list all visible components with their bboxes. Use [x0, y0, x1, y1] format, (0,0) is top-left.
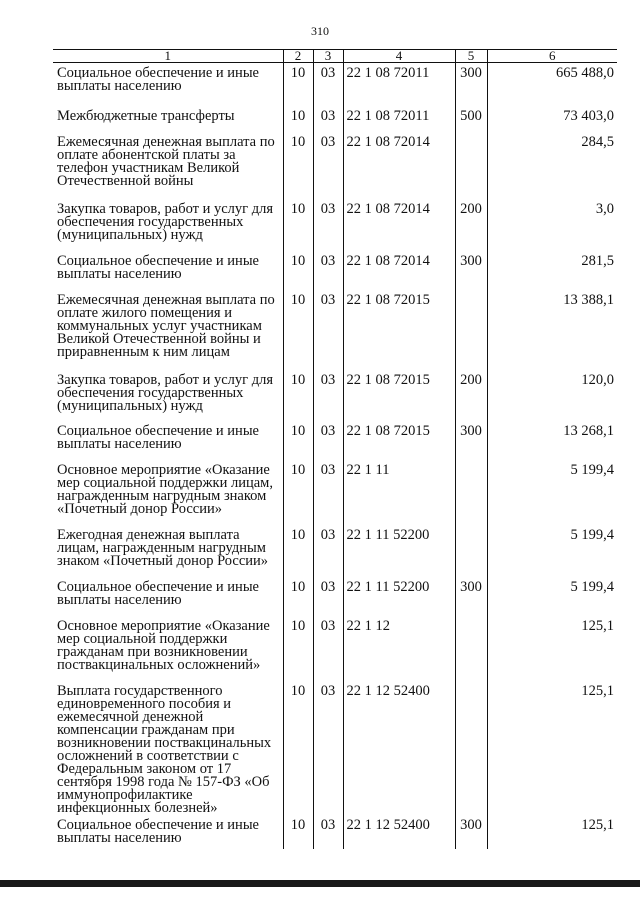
column-header-amount: 6 — [487, 50, 617, 63]
row-target: 22 1 11 52200 — [343, 577, 455, 616]
row-target: 22 1 12 52400 — [343, 681, 455, 815]
row-amount: 13 388,1 — [487, 290, 617, 370]
row-amount: 284,5 — [487, 132, 617, 199]
table-row — [53, 290, 617, 370]
row-name: Выплата государственного единовременного пособия и ежемесячной денежной компенсации гражданам при возникновении поствакцинальных осложнений в соответствии с Федеральным законом от 17 сентября 1998 года № 157-ФЗ «Об иммунопрофилактике инфекционных болезней» — [57, 682, 272, 816]
row-section: 10 — [283, 577, 313, 616]
table-row — [53, 681, 617, 815]
table-row — [53, 616, 617, 681]
column-header-target: 4 — [343, 50, 455, 63]
row-subsection: 03 — [313, 106, 343, 132]
row-amount: 125,1 — [487, 681, 617, 815]
row-subsection: 03 — [313, 577, 343, 616]
row-type — [455, 616, 487, 681]
column-header-section: 2 — [283, 50, 313, 63]
row-target: 22 1 08 72011 — [343, 106, 455, 132]
row-section: 10 — [283, 106, 313, 132]
row-subsection: 03 — [313, 681, 343, 815]
row-type: 500 — [455, 106, 487, 132]
column-header-subsection: 3 — [313, 50, 343, 63]
row-amount: 73 403,0 — [487, 106, 617, 132]
row-name: Основное мероприятие «Оказание мер социальной поддержки лицам, награжденным нагрудным знаком «Почетный донор России» — [57, 461, 273, 517]
row-section: 10 — [283, 421, 313, 460]
row-target: 22 1 12 52400 — [343, 815, 455, 849]
row-name: Закупка товаров, работ и услуг для обеспечения государственных (муниципальных) нужд — [57, 371, 274, 414]
row-type — [455, 681, 487, 815]
row-name: Закупка товаров, работ и услуг для обеспечения государственных (муниципальных) нужд — [57, 200, 274, 243]
header-row — [53, 50, 617, 63]
row-subsection: 03 — [313, 525, 343, 577]
row-type: 300 — [455, 815, 487, 849]
row-section: 10 — [283, 63, 313, 106]
column-header-type: 5 — [455, 50, 487, 63]
row-target: 22 1 12 — [343, 616, 455, 681]
row-name: Ежемесячная денежная выплата по оплате абонентской платы за телефон участникам Великой Отечественной войны — [57, 133, 275, 189]
table-row — [53, 63, 617, 106]
row-name: Ежемесячная денежная выплата по оплате жилого помещения и коммунальных услуг участникам Великой Отечественной войны и приравненным к ним лицам — [57, 291, 275, 360]
row-section: 10 — [283, 251, 313, 290]
row-name: Социальное обеспечение и иные выплаты населению — [57, 578, 259, 608]
row-target: 22 1 08 72015 — [343, 370, 455, 421]
row-section: 10 — [283, 290, 313, 370]
row-type: 200 — [455, 199, 487, 251]
row-name: Социальное обеспечение и иные выплаты населению — [57, 65, 259, 94]
row-type: 200 — [455, 370, 487, 421]
row-type — [455, 132, 487, 199]
table-row — [53, 460, 617, 525]
row-type — [455, 460, 487, 525]
row-amount: 5 199,4 — [487, 577, 617, 616]
row-amount: 125,1 — [487, 815, 617, 849]
row-target: 22 1 08 72011 — [343, 63, 455, 106]
budget-table — [53, 49, 617, 849]
row-section: 10 — [283, 132, 313, 199]
row-amount: 13 268,1 — [487, 421, 617, 460]
table-row — [53, 106, 617, 132]
row-name: Основное мероприятие «Оказание мер социальной поддержки гражданам при возникновении поствакцинальных осложнений» — [57, 617, 270, 673]
row-target: 22 1 08 72015 — [343, 421, 455, 460]
row-subsection: 03 — [313, 290, 343, 370]
table-row — [53, 421, 617, 460]
table-row — [53, 199, 617, 251]
row-subsection: 03 — [313, 815, 343, 849]
row-name: Социальное обеспечение и иные выплаты населению — [57, 252, 259, 282]
table-row — [53, 815, 617, 849]
row-amount: 125,1 — [487, 616, 617, 681]
row-amount: 665 488,0 — [487, 63, 617, 106]
row-section: 10 — [283, 681, 313, 815]
row-target: 22 1 08 72014 — [343, 199, 455, 251]
scan-edge-bar — [0, 880, 640, 887]
row-name: Межбюджетные трансферты — [57, 107, 235, 124]
row-target: 22 1 11 52200 — [343, 525, 455, 577]
table-row — [53, 370, 617, 421]
row-subsection: 03 — [313, 421, 343, 460]
row-target: 22 1 08 72014 — [343, 132, 455, 199]
row-section: 10 — [283, 815, 313, 849]
row-subsection: 03 — [313, 199, 343, 251]
table-row — [53, 251, 617, 290]
row-section: 10 — [283, 370, 313, 421]
row-amount: 5 199,4 — [487, 460, 617, 525]
table-row — [53, 132, 617, 199]
row-amount: 3,0 — [487, 199, 617, 251]
table-row — [53, 577, 617, 616]
row-name: Социальное обеспечение и иные выплаты населению — [57, 816, 259, 846]
row-type — [455, 290, 487, 370]
row-section: 10 — [283, 525, 313, 577]
row-amount: 120,0 — [487, 370, 617, 421]
row-subsection: 03 — [313, 63, 343, 106]
row-section: 10 — [283, 199, 313, 251]
page-number: 310 — [311, 24, 329, 38]
row-target: 22 1 08 72015 — [343, 290, 455, 370]
row-target: 22 1 08 72014 — [343, 251, 455, 290]
row-amount: 281,5 — [487, 251, 617, 290]
row-type — [455, 525, 487, 577]
table-row — [53, 525, 617, 577]
row-name: Ежегодная денежная выплата лицам, награжденным нагрудным знаком «Почетный донор России» — [57, 526, 269, 569]
row-target: 22 1 11 — [343, 460, 455, 525]
row-type: 300 — [455, 421, 487, 460]
row-subsection: 03 — [313, 132, 343, 199]
row-type: 300 — [455, 63, 487, 106]
row-name: Социальное обеспечение и иные выплаты населению — [57, 422, 259, 452]
column-header-name: 1 — [53, 50, 283, 63]
row-amount: 5 199,4 — [487, 525, 617, 577]
row-subsection: 03 — [313, 616, 343, 681]
row-section: 10 — [283, 616, 313, 681]
row-subsection: 03 — [313, 370, 343, 421]
row-subsection: 03 — [313, 460, 343, 525]
row-section: 10 — [283, 460, 313, 525]
row-subsection: 03 — [313, 251, 343, 290]
row-type: 300 — [455, 251, 487, 290]
row-type: 300 — [455, 577, 487, 616]
